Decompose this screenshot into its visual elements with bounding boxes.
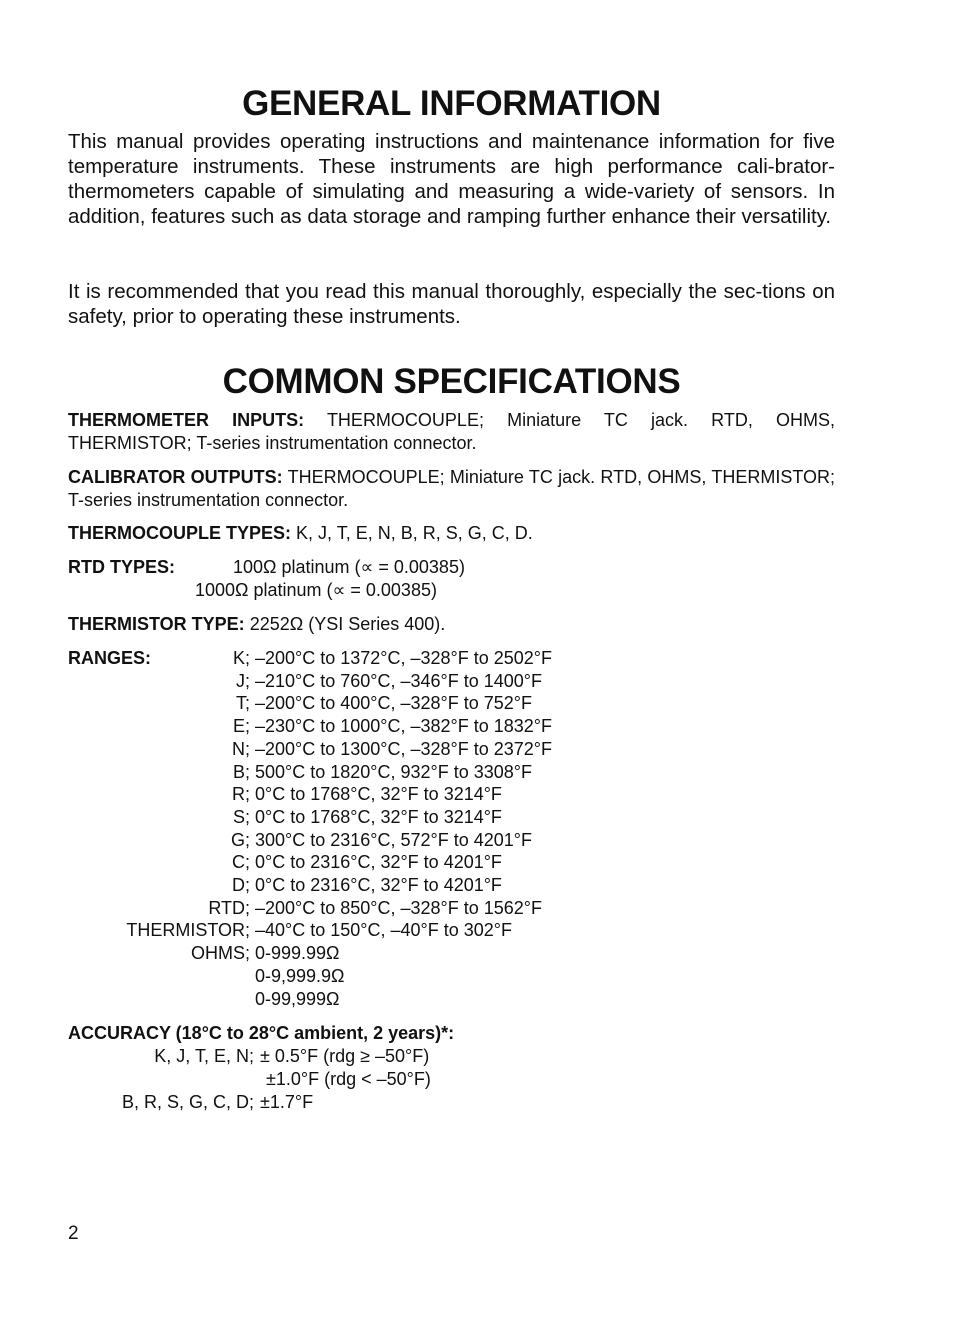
- spec-ranges-label: RANGES:: [68, 648, 152, 668]
- page-number: 2: [68, 1223, 79, 1244]
- range-value: –200°C to 1300°C, –328°F to 2372°F: [255, 738, 552, 759]
- range-key: RTD;: [208, 897, 250, 918]
- spec-rtd-types-label: RTD TYPES:: [68, 557, 176, 577]
- range-value: –200°C to 400°C, –328°F to 752°F: [255, 693, 532, 714]
- spec-value: K, J, T, E, N, B, R, S, G, C, D.: [296, 523, 533, 543]
- range-key: OHMS;: [190, 943, 250, 964]
- range-value: 0°C to 1768°C, 32°F to 3214°F: [255, 806, 502, 827]
- spec-label: CALIBRATOR OUTPUTS:: [68, 467, 283, 487]
- spec-calibrator-outputs: [68, 466, 835, 511]
- range-key: J;: [235, 670, 250, 691]
- range-key: C;: [232, 852, 250, 873]
- spec-value: 2252Ω (YSI Series 400).: [249, 614, 446, 634]
- spec-thermistor-type: [68, 613, 835, 636]
- range-key: K;: [232, 648, 250, 668]
- accuracy-value-1: ± 0.5°F (rdg ≥ –50°F): [260, 1046, 430, 1066]
- spec-label: THERMOCOUPLE TYPES:: [68, 523, 292, 543]
- spec-rtd-type-1000: 1000Ω platinum (∝ = 0.00385): [195, 580, 437, 600]
- spec-value: THERMOCOUPLE; Miniature TC jack. RTD, OHMS, THERMISTOR; T-series instrumentation connector.: [68, 410, 835, 453]
- spec-rtd-type-100: 100Ω platinum (∝ = 0.00385): [233, 557, 465, 577]
- range-value: –230°C to 1000°C, –382°F to 1832°F: [255, 716, 552, 737]
- spec-thermometer-inputs: [68, 409, 835, 454]
- range-value: 300°C to 2316°C, 572°F to 4201°F: [255, 829, 532, 850]
- range-key: E;: [232, 716, 250, 737]
- accuracy-key-knjte: K, J, T, E, N;: [154, 1046, 254, 1066]
- spec-label: THERMISTOR TYPE:: [68, 614, 245, 634]
- range-value: 0°C to 2316°C, 32°F to 4201°F: [255, 852, 502, 873]
- spec-label: THERMOMETER INPUTS:: [68, 410, 305, 430]
- range-key: D;: [232, 875, 250, 895]
- range-value: 0-9,999.9Ω: [255, 965, 345, 986]
- range-value: 0-99,999Ω: [255, 988, 340, 1009]
- range-value: –200°C to 850°C, –328°F to 1562°F: [255, 897, 542, 918]
- section-title-general-information: GENERAL INFORMATION: [242, 84, 661, 123]
- accuracy-value-2: ±1.0°F (rdg < –50°F): [266, 1069, 431, 1089]
- section-title-common-specifications: COMMON SPECIFICATIONS: [222, 362, 681, 401]
- general-paragraph-2: It is recommended that you read this manual thoroughly, especially the sec-tions on safety, prior to operating these instruments.: [68, 280, 835, 328]
- range-value: 500°C to 1820°C, 932°F to 3308°F: [255, 761, 532, 782]
- general-paragraph-1: This manual provides operating instructions and maintenance information for five temperature instruments. These instruments are high performance cali-brator-thermometers capable of simulating and measuring a wide-variety of sensors. In addition, features such as data storage and ramping further enhance their versatility.: [68, 130, 835, 228]
- range-value: 0°C to 2316°C, 32°F to 4201°F: [255, 875, 502, 895]
- range-key: R;: [232, 784, 250, 805]
- range-key: G;: [230, 829, 250, 850]
- accuracy-value-3: ±1.7°F: [260, 1092, 314, 1112]
- range-value: –210°C to 760°C, –346°F to 1400°F: [255, 670, 542, 691]
- spec-thermocouple-types: [68, 522, 835, 545]
- range-value: 0°C to 1768°C, 32°F to 3214°F: [255, 784, 502, 805]
- range-value: –200°C to 1372°C, –328°F to 2502°F: [255, 648, 552, 668]
- range-value: –40°C to 150°C, –40°F to 302°F: [255, 920, 512, 941]
- range-value: 0-999.99Ω: [255, 943, 340, 964]
- range-key: N;: [232, 738, 250, 759]
- range-key: THERMISTOR;: [126, 920, 250, 941]
- range-key: T;: [235, 693, 250, 714]
- range-key: B;: [232, 761, 250, 782]
- spec-accuracy-label: ACCURACY (18°C to 28°C ambient, 2 years)*:: [68, 1023, 455, 1043]
- accuracy-key-brsgcd: B, R, S, G, C, D;: [121, 1092, 254, 1112]
- spec-value: THERMOCOUPLE; Miniature TC jack. RTD, OHMS, THERMISTOR; T-series instrumentation connector.: [68, 467, 836, 510]
- range-key: S;: [232, 806, 250, 827]
